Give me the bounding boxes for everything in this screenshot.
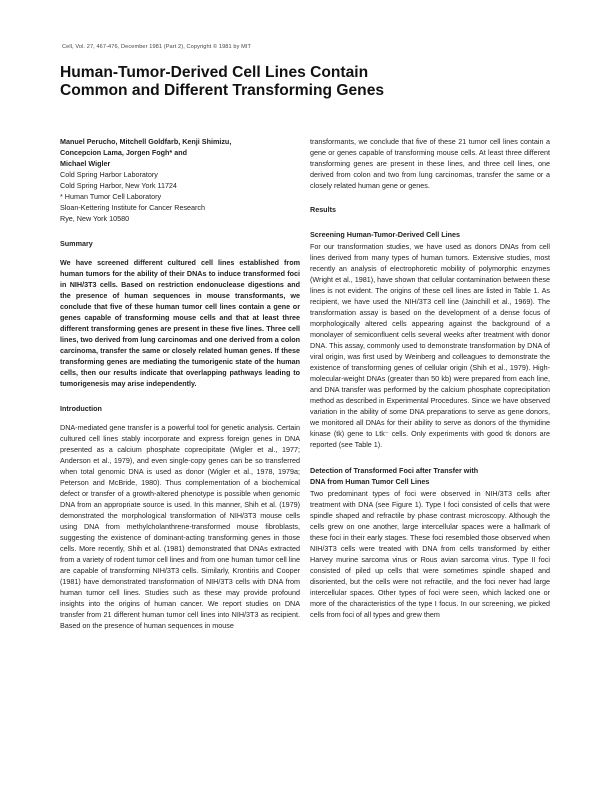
- intro-continued-text: transformants, we conclude that five of these 21 tumor cell lines contain a gene or genes capable of transforming mouse cells. At least three different transforming genes are present in these lines, and three cell lines, one derived from colon and two from lung carcinomas, transfer the same or a closely related human gene or genes.: [310, 137, 550, 190]
- affiliation-line: Rye, New York 10580: [60, 214, 130, 223]
- author-line: Manuel Perucho, Mitchell Goldfarb, Kenji Shimizu,: [60, 137, 232, 146]
- summary-heading: Summary: [60, 239, 93, 248]
- left-column: [60, 136, 300, 631]
- author-line: Concepcion Lama, Jorgen Fogh* and: [60, 148, 187, 157]
- author-list: [60, 136, 300, 169]
- detection-subheading-line1: Detection of Transformed Foci after Transfer with: [310, 466, 479, 475]
- summary-text: We have screened different cultured cell lines established from human tumors for the ability of their DNAs to induce transformed foci in NIH/3T3 cells. Based on restriction endonuclease digestions and the presence of human sequences in mouse transformants, we conclude that five of these human tumor cell lines contain a gene or genes capable of transforming mouse cells and that at least three different transforming genes are present in these five lines. Three cell lines, two derived from lung carcinomas and one derived from a colon carcinoma, transfer the same or closely related human genes. If these transforming genes are mediating the tumorigenic state of the human cells, then our results indicate that overlapping pathways leading to tumorigenesis may arise independently.: [60, 258, 300, 388]
- introduction-text: DNA-mediated gene transfer is a powerful tool for genetic analysis. Certain cultured cell lines stably incorporate and express foreign genes in DNA presented as a calcium phosphate coprecipitate (Wigler et al., 1977; Anderson et al., 1979), and even single-copy genes can be so transferred when total genomic DNA is used as donor (Wigler et al., 1978, 1979a; Peterson and McBride, 1980). Thus complementation of a biochemical defect or transfer of a growth-altered phenotype is possible when genomic DNA from an appropriate source is used. In this manner, Shih et al. (1979) demonstrated the morphological transformation of NIH/3T3 mouse cells using DNA from methylcholanthrene-transformed mouse fibroblasts, suggesting the existence of dominant-acting transforming genes in those cells. More recently, Shih et al. (1981) demonstrated that DNAs extracted from a variety of rodent tumor cell lines and from one human tumor cell line are capable of transforming NIH/3T3 cells. Similarly, Krontiris and Cooper (1981) have demonstrated transformation of NIH/3T3 cells with DNA from human tumor cell lines. Studies such as these may provide profound insights into the origins of human cancer. We report studies on DNA transfer from 21 different human tumor cell lines into NIH/3T3 as recipient. Based on the presence of human sequences in mouse: [60, 423, 300, 630]
- affiliation-line: Sloan-Kettering Institute for Cancer Research: [60, 203, 206, 212]
- title-line: Common and Different Transforming Genes: [60, 82, 385, 99]
- author-line: Michael Wigler: [60, 159, 111, 168]
- screening-subheading: Screening Human-Tumor-Derived Cell Lines: [310, 230, 461, 239]
- affiliations: [60, 169, 300, 224]
- results-heading: Results: [310, 205, 336, 214]
- title-line: Human-Tumor-Derived Cell Lines Contain: [60, 64, 369, 81]
- screening-text: For our transformation studies, we have used as donors DNAs from cell lines derived from many types of human tumors. Extensive studies, most recently an analysis of electrophoretic mobility of polymorphic enzymes (Wright et al., 1981), have shown that cellular contamination between these lines is not evident. The origins of these cell lines are listed in Table 1. As recipient, we have used the NIH/3T3 cell line (Jainchill et al., 1969). The transformation assay is based on the development of a dense focus of morphologically altered cells appearing against the background of a monolayer of semiconfluent cells several weeks after treatment with donor DNA. This assay, commonly used to demonstrate transformation by DNA of viral origin, was first used by Weinberg and colleagues to demonstrate the existence of transforming genes of cellular origin (Shih et al., 1979). High-molecular-weight DNAs (greater than 50 kb) were prepared from each line, and DNA transfer was performed by the calcium phosphate coprecipitation method as described in Experimental Procedures. Since we have observed variation in the ability of some DNA preparations to serve as gene donors, we monitored all DNAs for their ability to serve as donors of the thymidine kinase (tk) gene to Ltk⁻ cells. Only experiments with good tk donors are reported (see Table 1).: [310, 242, 550, 449]
- paper-title: [60, 64, 460, 100]
- detection-subheading-line2: DNA from Human Tumor Cell Lines: [310, 477, 430, 486]
- affiliation-line: * Human Tumor Cell Laboratory: [60, 192, 162, 201]
- introduction-heading: Introduction: [60, 404, 102, 413]
- detection-subheading: [310, 465, 550, 487]
- affiliation-line: Cold Spring Harbor Laboratory: [60, 170, 158, 179]
- right-column: [310, 136, 550, 620]
- detection-text: Two predominant types of foci were observed in NIH/3T3 cells after treatment with DNA (see Figure 1). Type I foci consisted of cells that were spindle shaped and refractile by phase contrast microscopy. Although the cells grew on one another, large intercellular spaces were a hallmark of these foci in their early stages. These foci resembled those observed when NIH/3T3 cells were treated with DNA from cells transformed by either Harvey murine sarcoma virus or Rous avian sarcoma virus. Type II foci consisted of piled up cells that were sometimes spindle shaped and disoriented, but the cells were not refractile, and the foci never had large intercellular spaces. Other types of foci were seen, which lacked one or more of the characteristics of the type I focus. In our screening, we picked cells from foci of all types and grew them: [310, 489, 550, 619]
- journal-header: Cell, Vol. 27, 467-476, December 1981 (Part 2), Copyright © 1981 by MIT: [62, 44, 252, 50]
- affiliation-line: Cold Spring Harbor, New York 11724: [60, 181, 177, 190]
